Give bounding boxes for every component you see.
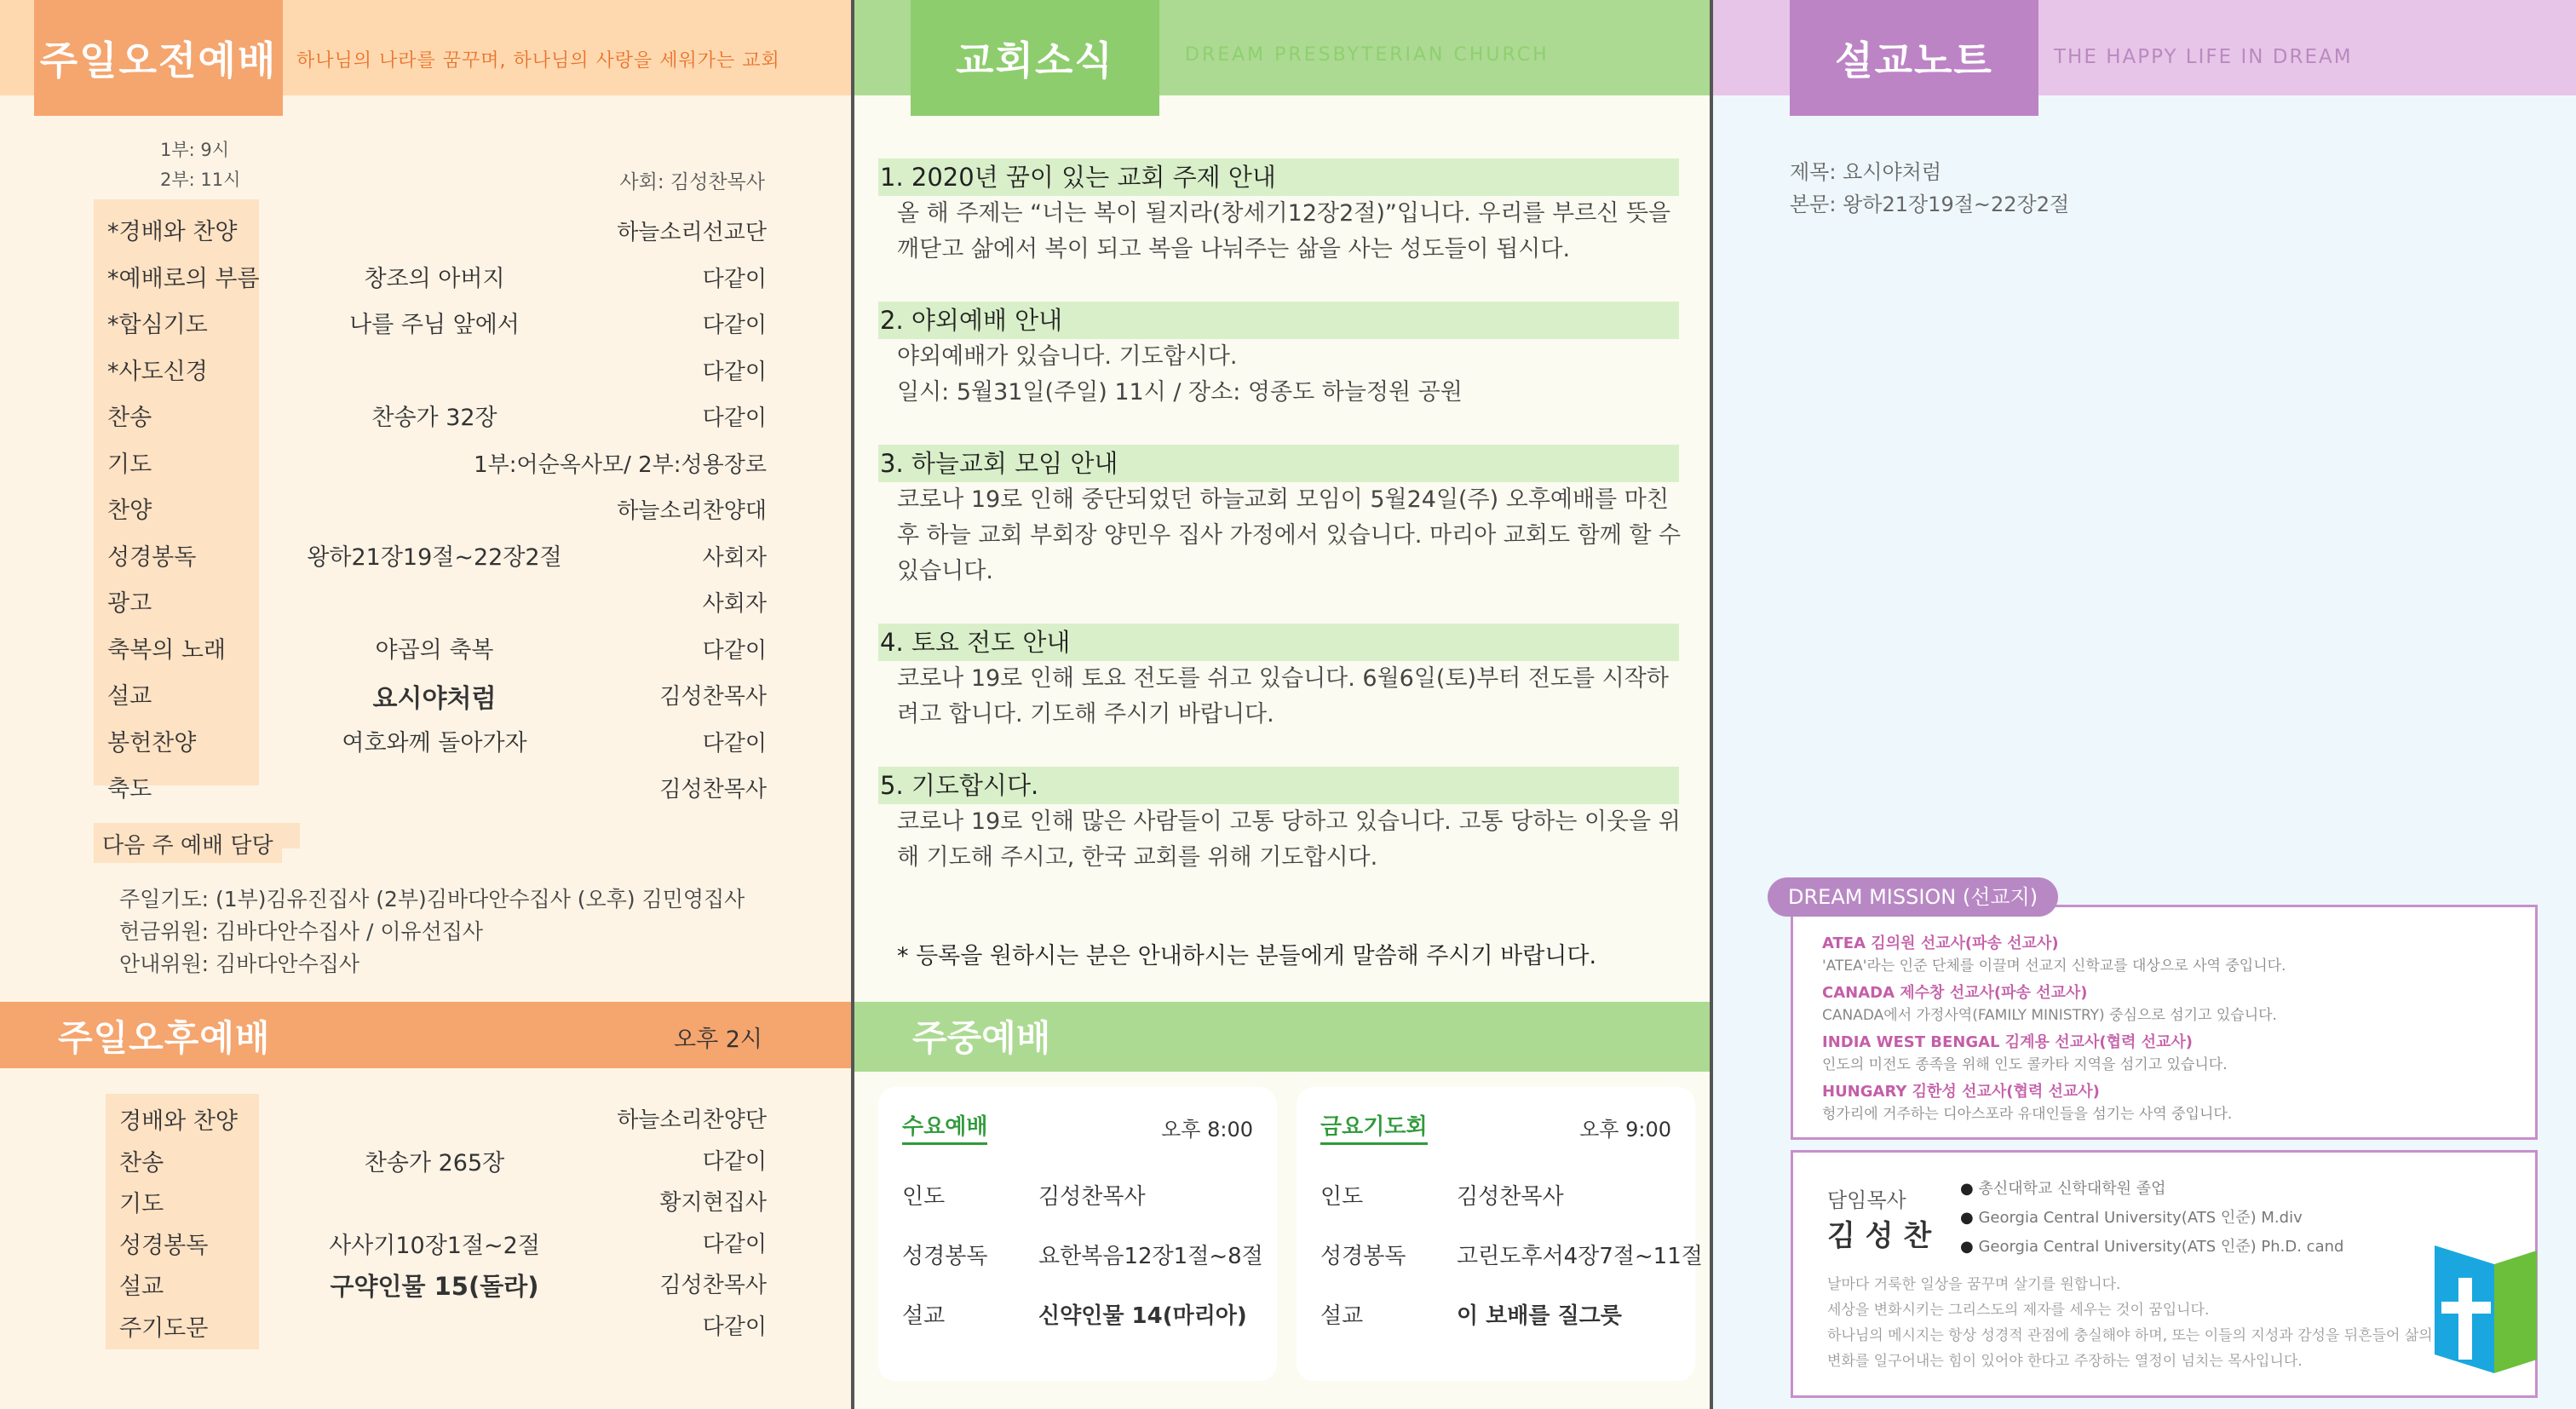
registration-notice: * 등록을 원하시는 분은 안내하시는 분들에게 말씀해 주시기 바랍니다.	[897, 943, 1597, 969]
order-label: 주기도문	[119, 1314, 209, 1342]
card-row-label: 인도	[902, 1184, 946, 1210]
pm-order-row	[0, 1096, 852, 1136]
order-item: 사사기10장1절~2절	[329, 1232, 540, 1259]
order-label: 찬송	[107, 405, 152, 431]
section-title: 교회소식	[956, 37, 1114, 83]
bio-line: 하나님의 메시지는 항상 성경적 관점에 충실해야 하며, 또는 이들의 지성과 감성을 뒤흔들어 삶의	[1827, 1327, 2433, 1344]
bullet-icon: ●	[1960, 1238, 1979, 1256]
card-row-value: 요한복음12장1절~8절	[1038, 1244, 1263, 1269]
order-item: 구약인물 15(돌라)	[330, 1272, 539, 1301]
order-item: 왕하21장19절~22장2절	[307, 543, 562, 571]
order-leader: 다같이	[702, 313, 767, 338]
news-title: 3. 하늘교회 모임 안내	[880, 449, 1118, 478]
order-leader: 김성찬목사	[659, 1273, 767, 1298]
mission-body: CANADA에서 가정사역(FAMILY MINISTRY) 중심으로 섬기고 있습니다.	[1822, 1007, 2277, 1024]
order-label: 축복의 노래	[107, 636, 226, 664]
news-title: 1. 2020년 꿈이 있는 교회 주제 안내	[880, 163, 1276, 192]
afternoon-title: 주일오후예배	[58, 1017, 271, 1059]
next-line: 주일기도: (1부)김유진집사 (2부)김바다안수집사 (오후) 김민영집사	[119, 887, 745, 912]
order-row	[0, 623, 852, 668]
card-title: 금요기도회	[1320, 1109, 1428, 1145]
church-news-panel	[854, 0, 1710, 1409]
mission-body: 인도의 미전도 종족을 위해 인도 콜카타 지역을 섬기고 있습니다.	[1822, 1056, 2228, 1073]
cred-item	[1960, 1176, 2166, 1199]
pastor-name: 김 성 찬	[1827, 1219, 1932, 1253]
order-row	[0, 483, 852, 528]
order-label: 경배와 찬양	[119, 1108, 238, 1135]
order-leader: 김성찬목사	[659, 684, 767, 710]
mission-head: ATEA 김의원 선교사(파송 선교사)	[1822, 935, 2059, 952]
cred-item	[1960, 1205, 2303, 1228]
service-time-1: 1부: 9시	[160, 140, 230, 160]
order-leader: 1부:어순옥사모/ 2부:성용장로	[474, 451, 767, 478]
order-row	[0, 762, 852, 807]
order-leader: 다같이	[702, 730, 767, 756]
news-title: 5. 기도합시다.	[880, 771, 1039, 800]
order-leader: 다같이	[702, 405, 767, 431]
order-label: 봉헌찬양	[107, 729, 197, 756]
order-leader: 다같이	[702, 637, 767, 664]
mission-head: HUNGARY 김한성 선교사(협력 선교사)	[1822, 1083, 2100, 1101]
card-row-label: 성경봉독	[1320, 1244, 1406, 1269]
mission-body: 헝가리에 거주하는 디아스포라 유대인들을 섬기는 사역 중입니다.	[1822, 1106, 2233, 1123]
bullet-icon: ●	[1960, 1209, 1979, 1227]
sermon-topic: 제목: 요시야처럼	[1790, 160, 1942, 184]
order-row	[0, 437, 852, 482]
header-tab	[911, 0, 1159, 116]
card-row-label: 설교	[902, 1303, 946, 1329]
pm-order-row	[0, 1178, 852, 1219]
order-leader: 김성찬목사	[659, 777, 767, 802]
weekday-title: 주중예배	[912, 1017, 1051, 1059]
card-row-value: 신약인물 14(마리아)	[1038, 1303, 1247, 1329]
pm-order-row	[0, 1261, 852, 1302]
cross-logo-icon	[2435, 1245, 2537, 1373]
header-subtitle: 하나님의 나라를 꿈꾸며, 하나님의 사랑을 세워가는 교회	[296, 50, 780, 72]
order-row	[0, 530, 852, 575]
pm-order-row	[0, 1137, 852, 1178]
order-row	[0, 669, 852, 714]
order-leader: 다같이	[702, 359, 767, 385]
order-item: 찬송가 32장	[371, 405, 497, 431]
order-label: 기도	[107, 451, 152, 478]
card-row-value: 김성찬목사	[1457, 1184, 1564, 1210]
card-row-value: 고린도후서4장7절~11절	[1457, 1244, 1703, 1269]
cred-item	[1960, 1234, 2343, 1257]
order-item: 요시야처럼	[372, 684, 497, 714]
service-card	[1297, 1087, 1703, 1381]
section-title: 설교노트	[1835, 37, 1993, 83]
news-body: 코로나 19로 인해 많은 사람들이 고통 당하고 있습니다. 고통 당하는 이웃을 위해 기도해 주시고, 한국 교회를 위해 기도합시다.	[897, 808, 1681, 871]
order-leader: 다같이	[702, 1231, 767, 1257]
header-tab	[34, 0, 283, 116]
cred-text: Georgia Central University(ATS 인준) M.div	[1978, 1209, 2303, 1227]
order-label: *사도신경	[107, 358, 208, 385]
card-row-label: 인도	[1320, 1184, 1364, 1210]
card-row-value: 김성찬목사	[1038, 1184, 1146, 1210]
bullet-icon: ●	[1960, 1180, 1979, 1198]
sunday-morning-panel	[0, 0, 852, 1409]
order-label: 성경봉독	[107, 543, 197, 571]
section-title: 주일오전예배	[39, 37, 278, 83]
news-body: 코로나 19로 인해 토요 전도를 쉬고 있습니다. 6월6일(토)부터 전도를 시작하려고 합니다. 기도해 주시기 바랍니다.	[897, 665, 1669, 728]
order-label: 찬양	[107, 497, 152, 524]
news-title: 4. 토요 전도 안내	[880, 628, 1071, 657]
bio-line: 세상을 변화시키는 그리스도의 제자를 세우는 것이 꿈입니다.	[1827, 1302, 2210, 1319]
order-label: 광고	[107, 590, 152, 617]
mission-body: 'ATEA'라는 인준 단체를 이끌며 선교지 신학교를 대상으로 사역 중입니다.	[1822, 958, 2286, 975]
pm-order-row	[0, 1303, 852, 1343]
mission-head: CANADA 제수창 선교사(파송 선교사)	[1822, 984, 2088, 1002]
order-label: 축도	[107, 776, 152, 802]
presider: 사회: 김성찬목사	[619, 171, 765, 193]
order-leader: 하늘소리찬양단	[617, 1107, 767, 1133]
order-row	[0, 716, 852, 761]
card-time: 오후 9:00	[1579, 1118, 1671, 1142]
order-leader: 하늘소리선교단	[617, 220, 767, 245]
news-body: 코로나 19로 인해 중단되었던 하늘교회 모임이 5월24일(주) 오후예배를 마친 후 하늘 교회 부회장 양민우 집사 가정에서 있습니다. 마리아 교회도 함께 할 수 있습니다.	[897, 486, 1682, 584]
order-label: 설교	[107, 683, 152, 710]
order-label: *경배와 찬양	[107, 219, 238, 245]
card-time: 오후 8:00	[1161, 1118, 1253, 1142]
order-label: *예배로의 부름	[107, 265, 260, 292]
service-time-2: 2부: 11시	[160, 170, 241, 190]
bio-line: 날마다 거룩한 일상을 꿈꾸며 살기를 원합니다.	[1827, 1276, 2121, 1293]
order-item: 여호와께 돌아가자	[342, 729, 527, 756]
bio-line: 변화를 일구어내는 힘이 있어야 한다고 주장하는 열정이 넘치는 목사입니다.	[1827, 1353, 2303, 1370]
order-row	[0, 204, 852, 250]
card-title: 수요예배	[902, 1109, 987, 1145]
order-label: *합심기도	[107, 312, 208, 338]
order-label: 기도	[119, 1191, 164, 1217]
sermon-text: 본문: 왕하21장19절~22장2절	[1790, 193, 2070, 216]
header-subtitle: DREAM PRESBYTERIAN CHURCH	[1185, 44, 1550, 66]
order-row	[0, 390, 852, 435]
news-body: 올 해 주제는 “너는 복이 될지라(창세기12장2절)”입니다. 우리를 부르신 뜻을 깨닫고 삶에서 복이 되고 복을 나눠주는 삶을 사는 성도들이 됩시다.	[897, 200, 1671, 262]
news-title: 2. 야외예배 안내	[880, 306, 1063, 335]
order-leader: 다같이	[702, 1314, 767, 1340]
order-row	[0, 576, 852, 621]
pm-order-row	[0, 1220, 852, 1261]
order-row	[0, 297, 852, 342]
order-item: 나를 주님 앞에서	[349, 312, 520, 338]
order-row	[0, 344, 852, 389]
card-row-label: 성경봉독	[902, 1244, 988, 1269]
order-leader: 하늘소리찬양대	[617, 498, 767, 524]
afternoon-time: 오후 2시	[673, 1027, 762, 1053]
cred-text: 총신대학교 신학대학원 졸업	[1978, 1180, 2166, 1198]
order-leader: 사회자	[702, 591, 767, 617]
order-label: 찬송	[119, 1149, 164, 1176]
header-tab	[1790, 0, 2038, 116]
order-item: 창조의 아버지	[364, 265, 505, 292]
card-row-value: 이 보배를 질그릇	[1457, 1303, 1622, 1329]
sermon-note-panel	[1713, 0, 2576, 1409]
mission-tag: DREAM MISSION (선교지)	[1768, 877, 2058, 917]
next-line: 헌금위원: 김바다안수집사 / 이유선집사	[119, 919, 484, 944]
mission-box	[1791, 905, 2538, 1140]
header-subtitle: THE HAPPY LIFE IN DREAM	[2054, 46, 2353, 68]
card-row-label: 설교	[1320, 1303, 1364, 1329]
order-leader: 사회자	[702, 544, 767, 571]
order-leader: 다같이	[702, 1148, 767, 1175]
order-label: 설교	[119, 1274, 164, 1300]
pastor-box	[1791, 1150, 2538, 1398]
order-leader: 다같이	[702, 266, 767, 292]
order-label: 성경봉독	[119, 1232, 209, 1259]
next-line: 안내위원: 김바다안수집사	[119, 952, 360, 976]
order-item: 찬송가 265장	[364, 1149, 505, 1176]
mission-head: INDIA WEST BENGAL 김계용 선교사(협력 선교사)	[1822, 1033, 2194, 1051]
next-week-title: 다음 주 예배 담당	[94, 825, 282, 863]
order-row	[0, 251, 852, 296]
cred-text: Georgia Central University(ATS 인준) Ph.D. cand	[1978, 1238, 2344, 1256]
news-body: 야외예배가 있습니다. 기도합시다. 일시: 5월31일(주일) 11시 / 장소: 영종도 하늘정원 공원	[897, 343, 1463, 405]
order-item: 야곱의 축복	[375, 636, 494, 664]
service-card	[878, 1087, 1277, 1381]
pastor-role: 담임목사	[1827, 1188, 1906, 1212]
order-leader: 황지현집사	[659, 1190, 767, 1216]
